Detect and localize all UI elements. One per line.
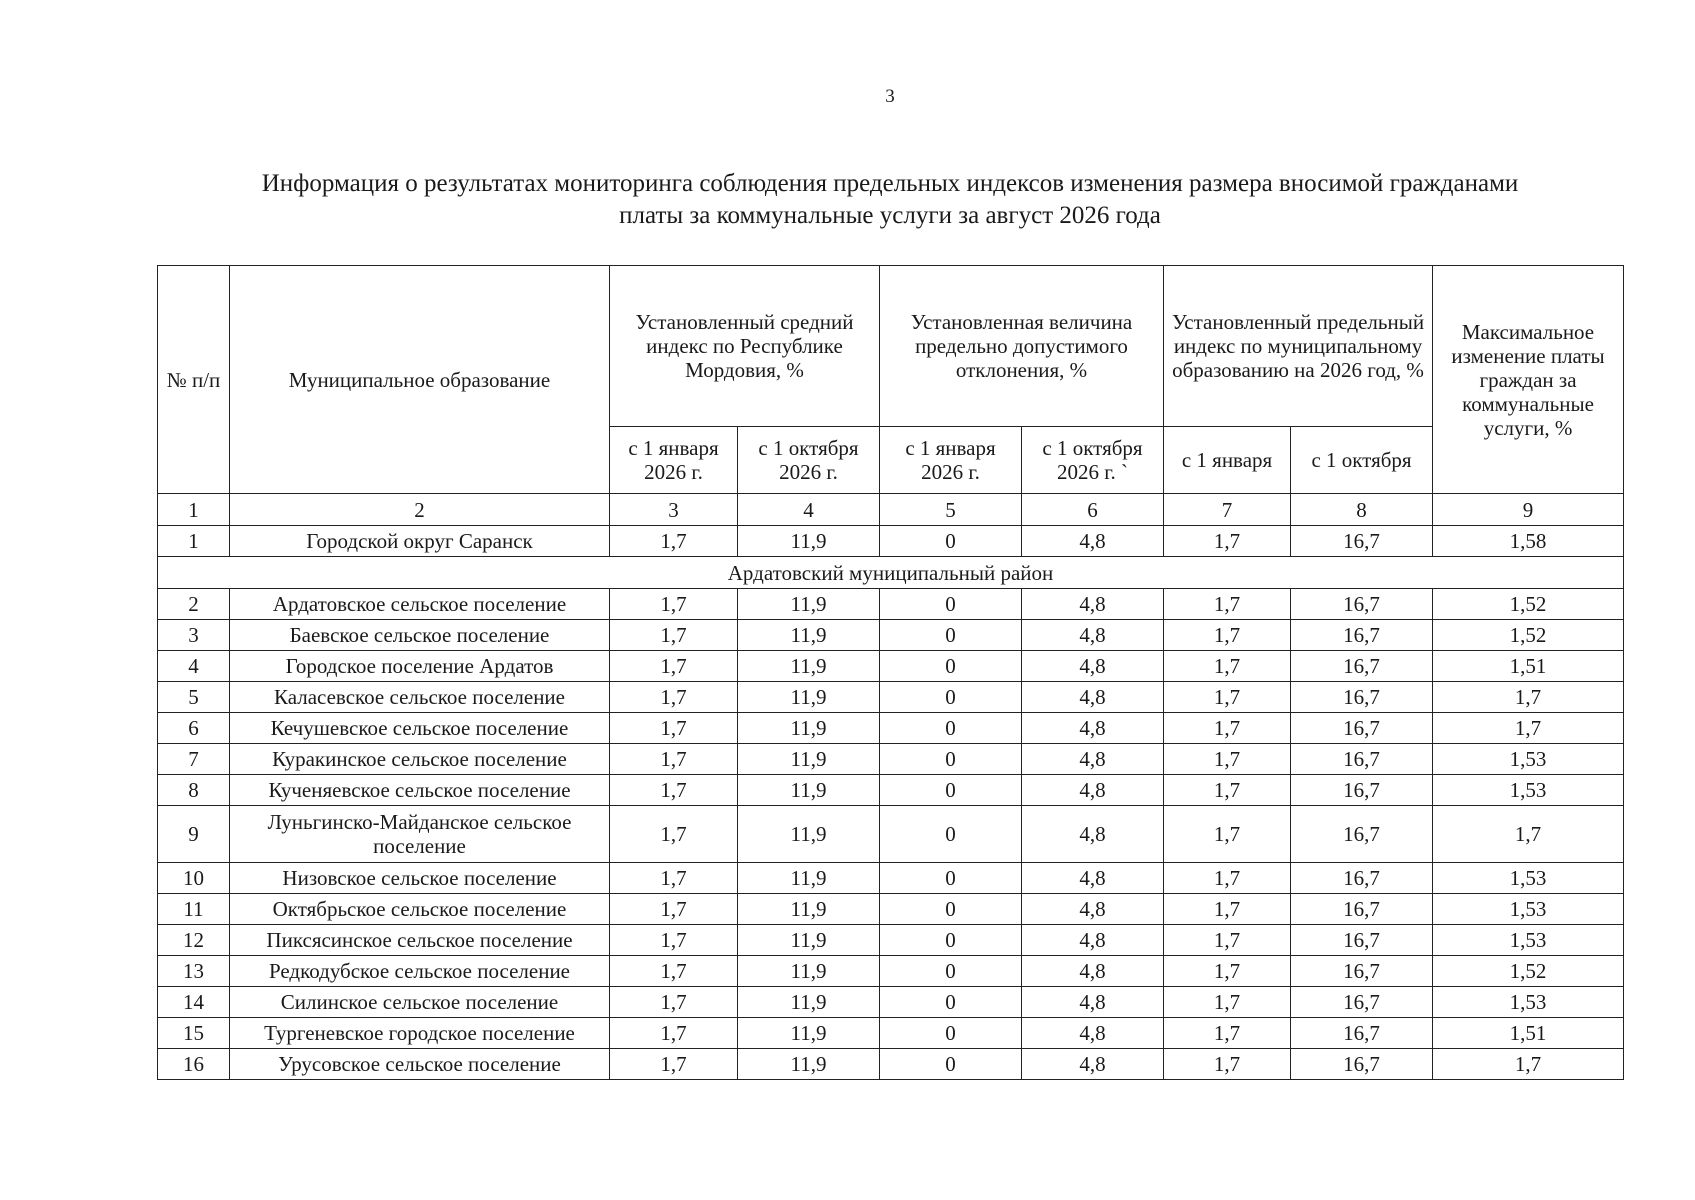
cell-num: 12 [158,925,230,956]
cell-value: 1,7 [1164,894,1291,925]
cell-num: 14 [158,987,230,1018]
cell-value: 1,7 [610,956,738,987]
cell-value: 1,51 [1433,1018,1624,1049]
cell-municipality: Куракинское сельское поселение [230,744,610,775]
cell-value: 0 [880,526,1022,557]
cell-num: 3 [158,620,230,651]
table-row [158,987,1624,1018]
cell-value: 4,8 [1022,651,1164,682]
cell-value: 1,7 [1164,682,1291,713]
cell-value: 11,9 [738,1018,880,1049]
column-number: 6 [1022,494,1164,526]
cell-value: 11,9 [738,925,880,956]
table-row [158,925,1624,956]
document-title-line-1: Информация о результатах мониторинга соблюдения предельных индексов изменения размера вносимой гражданами [261,170,1519,197]
cell-value: 1,7 [610,894,738,925]
cell-value: 11,9 [738,651,880,682]
header-max-change: Максимальное изменение платы граждан за коммунальные услуги, % [1433,266,1624,494]
cell-value: 16,7 [1291,526,1433,557]
cell-value: 1,7 [1164,620,1291,651]
cell-value: 16,7 [1291,620,1433,651]
cell-value: 1,52 [1433,620,1624,651]
cell-value: 1,53 [1433,863,1624,894]
cell-value: 1,7 [1164,744,1291,775]
cell-municipality: Урусовское сельское поселение [230,1049,610,1080]
cell-value: 4,8 [1022,620,1164,651]
cell-value: 0 [880,1049,1022,1080]
cell-municipality: Октябрьское сельское поселение [230,894,610,925]
cell-municipality: Каласевское сельское поселение [230,682,610,713]
cell-value: 0 [880,589,1022,620]
subheader-cell: с 1 января 2026 г. [880,427,1022,494]
cell-value: 11,9 [738,744,880,775]
table-row [158,956,1624,987]
cell-value: 1,7 [610,925,738,956]
cell-value: 0 [880,863,1022,894]
table-row [158,682,1624,713]
cell-num: 2 [158,589,230,620]
cell-value: 0 [880,651,1022,682]
cell-value: 1,7 [610,620,738,651]
column-number: 3 [610,494,738,526]
header-municipality: Муниципальное образование [230,266,610,494]
cell-value: 0 [880,682,1022,713]
table-row [158,589,1624,620]
cell-value: 11,9 [738,1049,880,1080]
cell-value: 4,8 [1022,713,1164,744]
cell-value: 4,8 [1022,956,1164,987]
column-numbers-row [158,494,1624,526]
cell-value: 4,8 [1022,526,1164,557]
cell-municipality: Городское поселение Ардатов [230,651,610,682]
cell-municipality: Низовское сельское поселение [230,863,610,894]
cell-num: 1 [158,526,230,557]
section-row [158,557,1624,589]
table-row-saransk [158,526,1624,557]
cell-value: 16,7 [1291,1018,1433,1049]
cell-municipality: Баевское сельское поселение [230,620,610,651]
cell-num: 5 [158,682,230,713]
column-number: 7 [1164,494,1291,526]
cell-value: 1,52 [1433,589,1624,620]
cell-value: 11,9 [738,806,880,863]
cell-value: 11,9 [738,956,880,987]
subheader-cell: с 1 января 2026 г. [610,427,738,494]
cell-num: 6 [158,713,230,744]
cell-value: 1,7 [1164,589,1291,620]
cell-value: 1,7 [610,987,738,1018]
cell-value: 1,7 [1164,1049,1291,1080]
column-number: 4 [738,494,880,526]
cell-value: 1,53 [1433,987,1624,1018]
cell-num: 4 [158,651,230,682]
header-limit-index: Установленный предельный индекс по муниципальному образованию на 2026 год, % [1164,266,1433,427]
subheader-cell: с 1 января [1164,427,1291,494]
cell-value: 0 [880,925,1022,956]
cell-num: 11 [158,894,230,925]
cell-value: 4,8 [1022,589,1164,620]
cell-value: 1,7 [1164,956,1291,987]
cell-value: 11,9 [738,526,880,557]
cell-municipality: Луньгинско-Майданское сельское поселение [230,806,610,863]
cell-value: 0 [880,620,1022,651]
column-number: 2 [230,494,610,526]
cell-value: 0 [880,987,1022,1018]
header-avg-index: Установленный средний индекс по Республике Мордовия, % [610,266,880,427]
cell-value: 1,7 [1164,526,1291,557]
cell-num: 7 [158,744,230,775]
cell-value: 11,9 [738,987,880,1018]
cell-value: 1,7 [1164,1018,1291,1049]
section-title: Ардатовский муниципальный район [158,557,1624,589]
cell-value: 4,8 [1022,863,1164,894]
cell-value: 1,53 [1433,925,1624,956]
cell-municipality: Пиксясинское сельское поселение [230,925,610,956]
column-number: 9 [1433,494,1624,526]
cell-value: 1,7 [1164,925,1291,956]
cell-value: 11,9 [738,620,880,651]
cell-value: 1,7 [1433,806,1624,863]
cell-value: 1,7 [1433,682,1624,713]
cell-value: 1,7 [1433,1049,1624,1080]
cell-value: 4,8 [1022,682,1164,713]
cell-num: 15 [158,1018,230,1049]
column-number: 8 [1291,494,1433,526]
page-number: 3 [885,86,895,107]
cell-value: 0 [880,806,1022,863]
cell-value: 4,8 [1022,987,1164,1018]
cell-value: 1,53 [1433,894,1624,925]
cell-num: 10 [158,863,230,894]
cell-value: 0 [880,744,1022,775]
cell-value: 4,8 [1022,1049,1164,1080]
cell-value: 4,8 [1022,1018,1164,1049]
table-row [158,620,1624,651]
cell-value: 1,7 [610,863,738,894]
cell-value: 1,7 [610,713,738,744]
cell-value: 16,7 [1291,987,1433,1018]
cell-num: 9 [158,806,230,863]
subheader-cell: с 1 октября 2026 г. [738,427,880,494]
cell-value: 16,7 [1291,775,1433,806]
table-row [158,894,1624,925]
cell-value: 1,7 [1164,713,1291,744]
cell-value: 11,9 [738,713,880,744]
cell-num: 8 [158,775,230,806]
cell-value: 1,7 [1164,863,1291,894]
cell-municipality: Редкодубское сельское поселение [230,956,610,987]
cell-value: 4,8 [1022,894,1164,925]
subheader-cell: с 1 октября [1291,427,1433,494]
cell-value: 11,9 [738,682,880,713]
table-row [158,651,1624,682]
cell-value: 16,7 [1291,806,1433,863]
cell-value: 16,7 [1291,956,1433,987]
cell-municipality: Кечушевское сельское поселение [230,713,610,744]
cell-value: 11,9 [738,863,880,894]
cell-value: 1,7 [1433,713,1624,744]
cell-municipality: Городской округ Саранск [230,526,610,557]
cell-value: 16,7 [1291,863,1433,894]
cell-value: 1,7 [1164,775,1291,806]
cell-value: 1,7 [610,775,738,806]
table-row [158,775,1624,806]
cell-value: 16,7 [1291,589,1433,620]
header-num: № п/п [158,266,230,494]
subheader-cell: с 1 октября 2026 г. ` [1022,427,1164,494]
monitoring-table [157,265,1624,1080]
cell-value: 11,9 [738,775,880,806]
cell-value: 1,53 [1433,775,1624,806]
cell-value: 1,7 [610,806,738,863]
cell-municipality: Силинское сельское поселение [230,987,610,1018]
cell-value: 1,7 [610,744,738,775]
cell-value: 16,7 [1291,713,1433,744]
table-row [158,744,1624,775]
column-number: 1 [158,494,230,526]
cell-value: 0 [880,775,1022,806]
cell-value: 1,7 [610,526,738,557]
cell-value: 1,7 [610,651,738,682]
table-row [158,806,1624,863]
cell-value: 16,7 [1291,894,1433,925]
cell-value: 1,58 [1433,526,1624,557]
cell-municipality: Ардатовское сельское поселение [230,589,610,620]
cell-value: 11,9 [738,894,880,925]
cell-num: 13 [158,956,230,987]
cell-value: 0 [880,956,1022,987]
cell-value: 4,8 [1022,806,1164,863]
cell-value: 16,7 [1291,925,1433,956]
table-row [158,713,1624,744]
cell-value: 16,7 [1291,1049,1433,1080]
cell-value: 1,7 [610,1018,738,1049]
cell-value: 1,7 [610,1049,738,1080]
cell-value: 0 [880,713,1022,744]
cell-value: 1,51 [1433,651,1624,682]
cell-value: 11,9 [738,589,880,620]
column-number: 5 [880,494,1022,526]
cell-num: 16 [158,1049,230,1080]
table-row [158,1049,1624,1080]
cell-value: 1,7 [610,682,738,713]
cell-value: 16,7 [1291,651,1433,682]
cell-value: 1,7 [1164,651,1291,682]
document-title-line-2: платы за коммунальные услуги за август 2026 года [619,202,1161,229]
document-title [170,168,1610,232]
cell-value: 1,53 [1433,744,1624,775]
cell-value: 16,7 [1291,744,1433,775]
cell-value: 1,52 [1433,956,1624,987]
table-row [158,1018,1624,1049]
cell-value: 4,8 [1022,775,1164,806]
cell-value: 1,7 [1164,987,1291,1018]
table-row [158,863,1624,894]
header-deviation: Установленная величина предельно допустимого отклонения, % [880,266,1164,427]
cell-municipality: Кученяевское сельское поселение [230,775,610,806]
cell-value: 4,8 [1022,925,1164,956]
cell-value: 1,7 [1164,806,1291,863]
cell-value: 4,8 [1022,744,1164,775]
cell-value: 0 [880,1018,1022,1049]
cell-municipality: Тургеневское городское поселение [230,1018,610,1049]
cell-value: 1,7 [610,589,738,620]
cell-value: 16,7 [1291,682,1433,713]
cell-value: 0 [880,894,1022,925]
